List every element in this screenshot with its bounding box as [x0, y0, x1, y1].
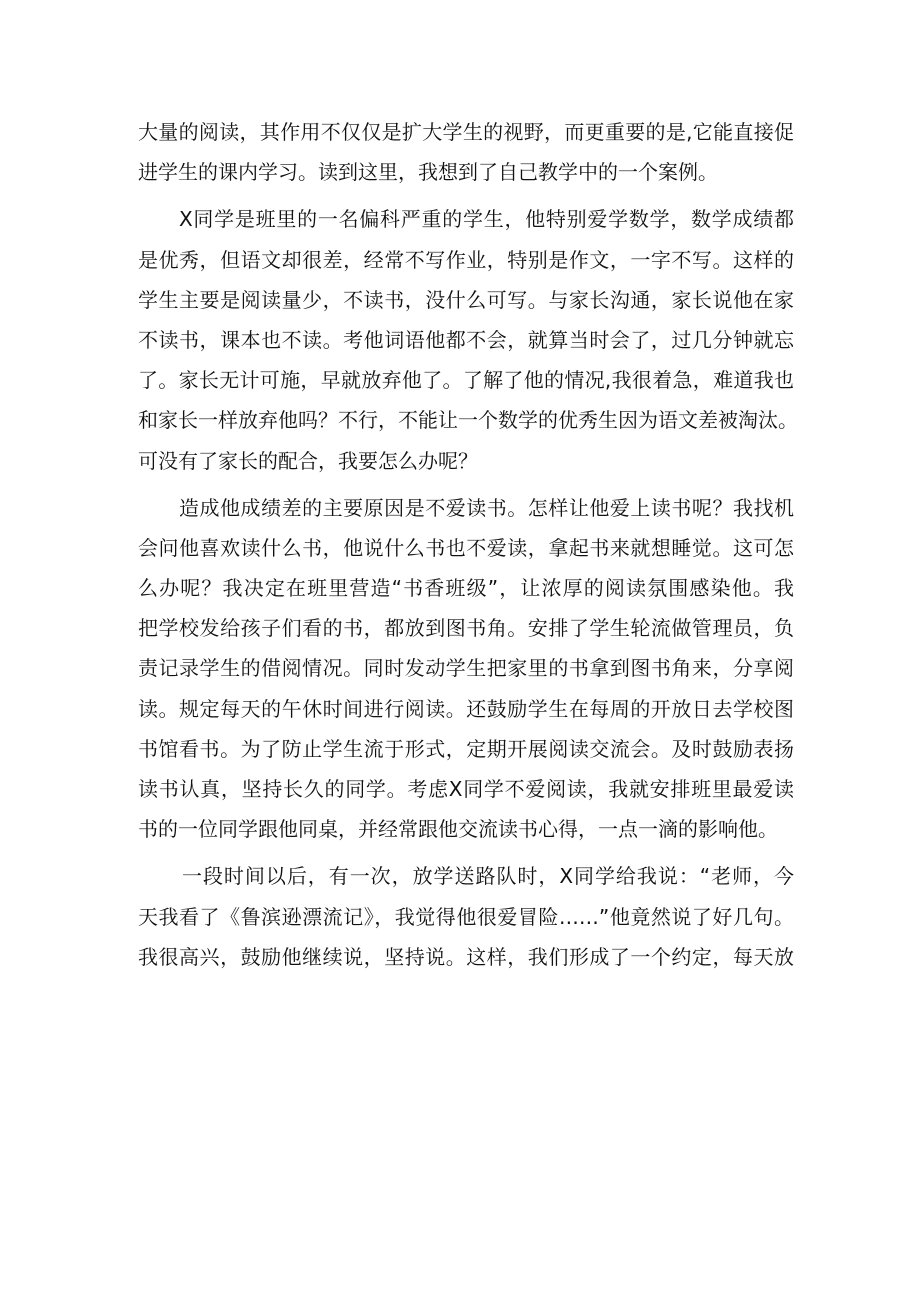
- text-line: 大量的阅读，其作用不仅仅是扩大学生的视野，而更重要的是,它能直接促: [138, 120, 794, 144]
- text-line: 么办呢？我决定在班里营造“书香班级”，让浓厚的阅读氛围感染他。我: [138, 576, 794, 601]
- text-line: 和家长一样放弃他吗？不行，不能让一个数学的优秀生因为语文差被淘汰。: [138, 408, 798, 433]
- text-line: 了。家长无计可施，早就放弃他了。了解了他的情况,我很着急，难道我也: [138, 368, 794, 393]
- text-line: 学生主要是阅读量少，不读书，没什么可写。与家长沟通，家长说他在家: [138, 287, 794, 312]
- text-line: 天我看了《鲁滨逊漂流记》，我觉得他很爱冒险……”他竟然说了好几句。: [138, 904, 794, 929]
- text-line: 进学生的课内学习。读到这里，我想到了自己教学中的一个案例。: [138, 160, 718, 185]
- text-line: 是优秀，但语文却很差，经常不写作业，特别是作文，一字不写。这样的: [138, 247, 794, 272]
- text-line: 可没有了家长的配合，我要怎么办呢？: [138, 448, 478, 473]
- text-line: 会问他喜欢读什么书，他说什么书也不爱读，拿起书来就想睡觉。这可怎: [138, 535, 794, 560]
- text-line: 书馆看书。为了防止学生流于形式，定期开展阅读交流会。及时鼓励表扬: [138, 736, 794, 761]
- text-line: 读。规定每天的午休时间进行阅读。还鼓励学生在每周的开放日去学校图: [138, 696, 794, 721]
- text-line: 我很高兴，鼓励他继续说，坚持说。这样，我们形成了一个约定，每天放: [138, 944, 794, 969]
- text-line: 把学校发给孩子们看的书，都放到图书角。安排了学生轮流做管理员，负: [138, 616, 794, 641]
- text-line: X同学是班里的一名偏科严重的学生，他特别爱学数学，数学成绩都: [179, 207, 794, 232]
- document-body: [138, 112, 798, 977]
- text-line: 不读书，课本也不读。考他词语他都不会，就算当时会了，过几分钟就忘: [138, 327, 794, 352]
- text-line: 书的一位同学跟他同桌，并经常跟他交流读书心得，一点一滴的影响他。: [138, 817, 778, 842]
- text-line: 一段时间以后，有一次，放学送路队时，X同学给我说：“老师，今: [182, 864, 794, 889]
- text-line: 责记录学生的借阅情况。同时发动学生把家里的书拿到图书角来，分享阅: [138, 656, 794, 681]
- text-line: 读书认真，坚持长久的同学。考虑X同学不爱阅读，我就安排班里最爱读: [138, 777, 794, 801]
- text-line: 造成他成绩差的主要原因是不爱读书。怎样让他爱上读书呢？我找机: [179, 495, 794, 520]
